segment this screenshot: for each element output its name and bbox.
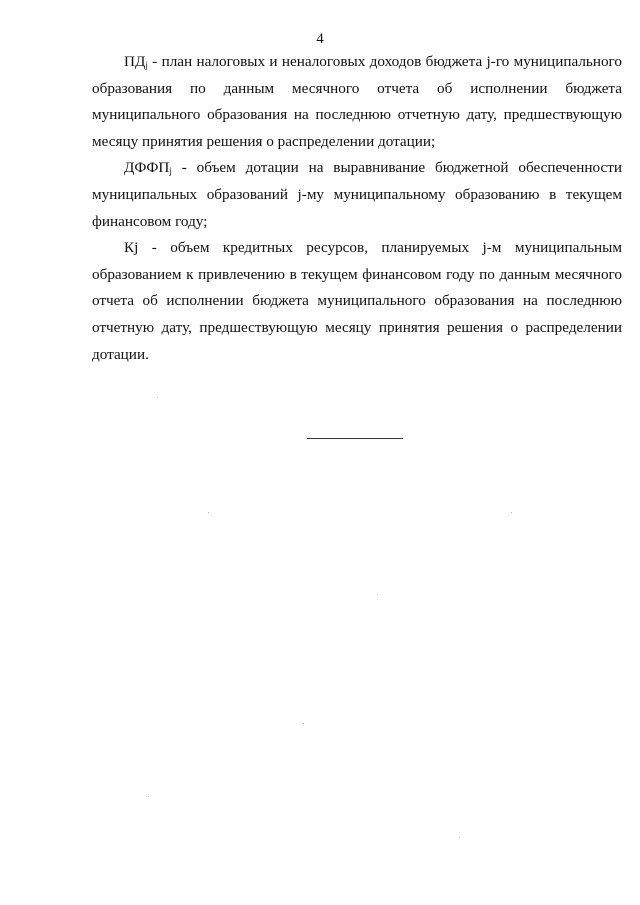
scan-speck — [511, 512, 512, 513]
definition-term — [124, 53, 148, 70]
definitions-block — [92, 49, 622, 368]
term-label: ДФФП — [124, 159, 170, 177]
closing-rule — [307, 438, 403, 439]
definition-text: - план налоговых и неналоговых доходов бюджета j-го муниципального образования по данным месячного отчета об исполнении бюджета муниципального образования на последнюю отчетную дату, предшествующую месяцу принятия решения о распределении дотации; — [92, 53, 622, 150]
term-label: Кj — [124, 239, 139, 257]
term-label: ПД — [124, 53, 146, 70]
definition-text: - объем кредитных ресурсов, планируемых j-м муниципальным образованием к привлечению в текущем финансовом году по данным месячного отчета об исполнении бюджета муниципального образования на последнюю отчетную дату, предшествующую месяцу принятия решения о распределении дотации. — [92, 239, 622, 363]
scan-speck — [208, 512, 209, 513]
term-subscript: j — [145, 60, 148, 70]
page-number: 4 — [316, 31, 324, 47]
definition-kj — [92, 235, 622, 368]
scan-speck — [459, 837, 460, 838]
term-subscript: j — [169, 166, 172, 177]
definition-pd — [92, 49, 622, 155]
definition-dffp — [92, 155, 622, 235]
scan-speck — [377, 594, 378, 595]
definition-text: - объем дотации на выравнивание бюджетной обеспеченности муниципальных образований j-му муниципальному образованию в текущем финансовом году; — [92, 159, 622, 230]
scan-speck — [157, 397, 158, 398]
definition-term — [124, 159, 172, 176]
definition-term — [124, 239, 138, 256]
scan-speck — [148, 796, 149, 797]
scan-speck — [303, 723, 304, 724]
